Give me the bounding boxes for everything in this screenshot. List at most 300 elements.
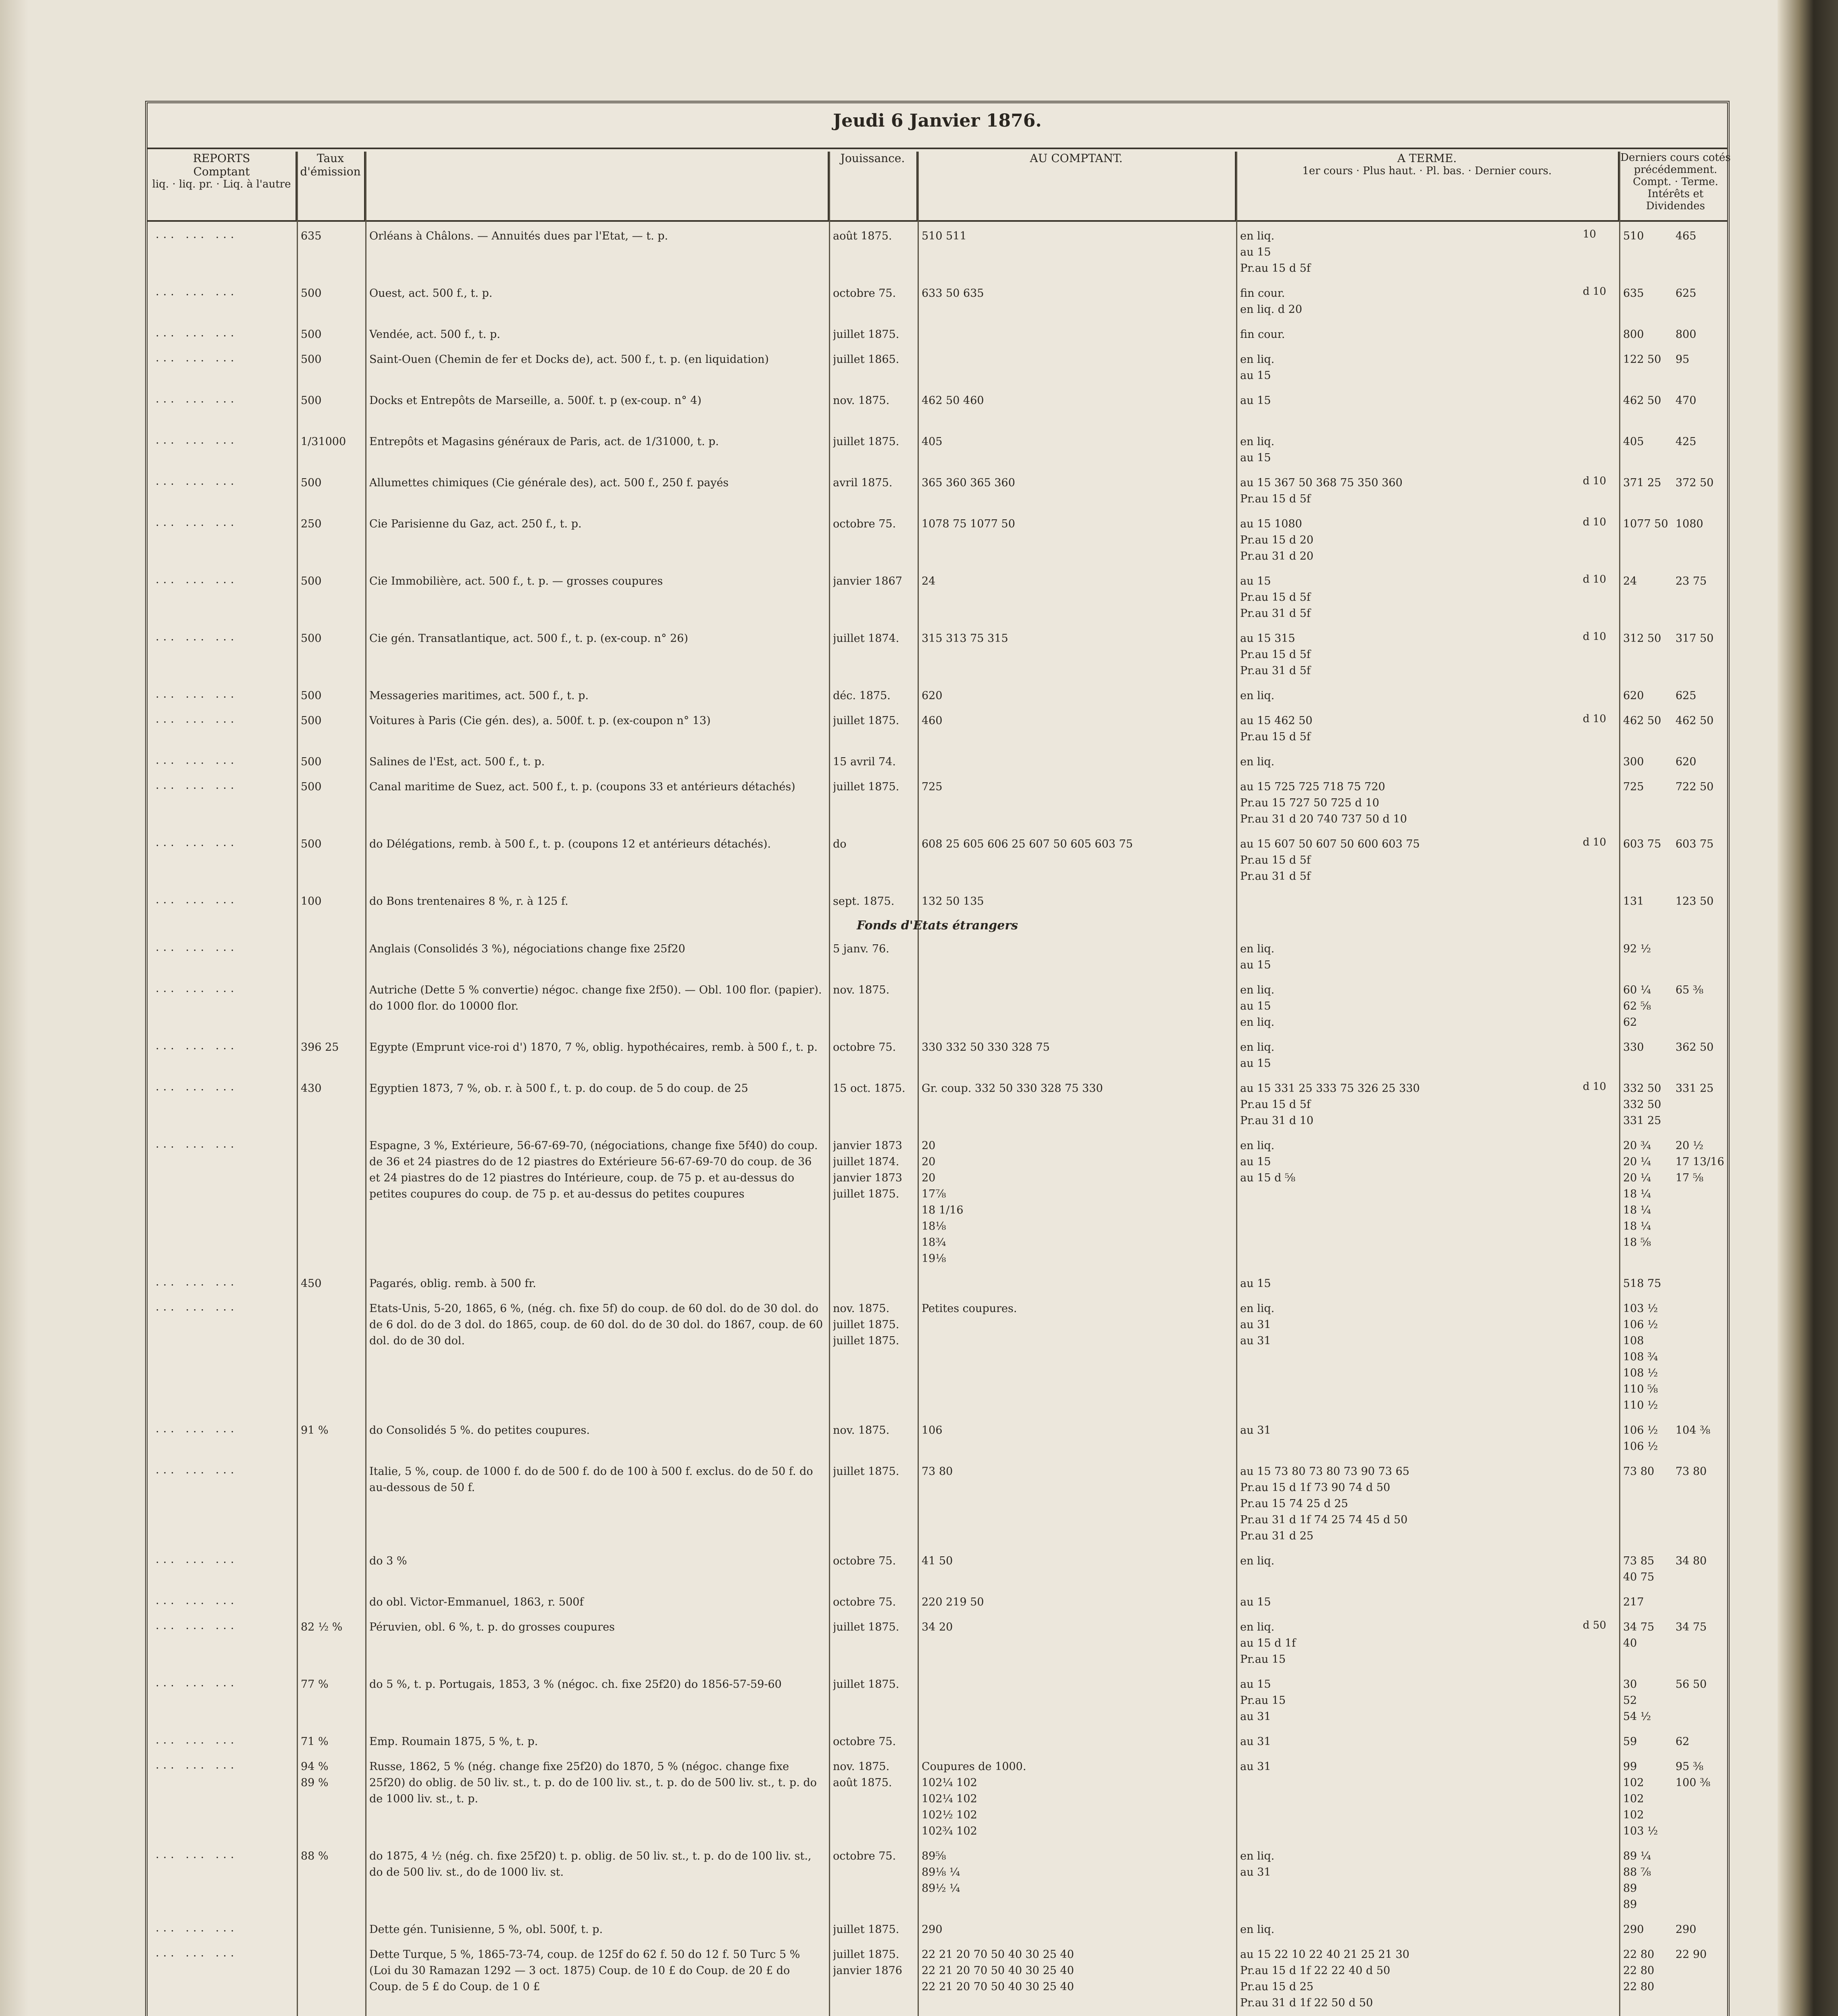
report-leader-dots: ... ... ... bbox=[156, 1677, 238, 1689]
jouissance-cell: nov. 1875. bbox=[833, 984, 890, 996]
terme-cell: au 15 607 50 607 50 600 603 75 Pr.au 15 d 5f Pr.au 31 d 5f bbox=[1240, 838, 1420, 883]
terme-cell: en liq. au 15 bbox=[1240, 353, 1275, 382]
taux-cell: 500 bbox=[301, 394, 322, 407]
terme-cell: en liq. au 15 bbox=[1240, 435, 1275, 464]
termecote-cell: 800 bbox=[1676, 328, 1696, 341]
comptant-label: Comptant bbox=[193, 165, 250, 178]
jouissance-cell: octobre 75. bbox=[833, 1596, 896, 1608]
compt-cell: 22 80 22 80 22 80 bbox=[1623, 1948, 1655, 1993]
security-name-cell: Egyptien 1873, 7 %, ob. r. à 500 f., t. p. do coup. de 5 do coup. de 25 bbox=[369, 1082, 748, 1095]
termecote-cell: 73 80 bbox=[1676, 1465, 1707, 1478]
taux-cell bbox=[301, 1138, 361, 1272]
terme-cell: au 15 73 80 73 80 73 90 73 65 Pr.au 15 d 1f 73 90 74 d 50 Pr.au 15 74 25 d 25 Pr.au 31 d 1f 74 25 74 45 d 50 Pr.au 31 d 25 bbox=[1240, 1465, 1409, 1542]
taux-cell bbox=[301, 1553, 361, 1591]
header-bottom-rule bbox=[148, 220, 1727, 222]
jouissance-cell: nov. 1875. bbox=[833, 1424, 890, 1437]
table-row bbox=[148, 573, 1727, 627]
terme-cell: en liq. au 15 bbox=[1240, 1041, 1275, 1070]
compt-cell: 510 bbox=[1623, 230, 1644, 242]
jouissance-cell: juillet 1875. janvier 1876 bbox=[833, 1948, 902, 1977]
termecote-cell: 620 bbox=[1676, 756, 1696, 768]
section-heading: Fonds d'Etats étrangers bbox=[856, 918, 1018, 933]
table-row bbox=[148, 393, 1727, 431]
compt-cell: 34 75 40 bbox=[1623, 1621, 1655, 1649]
table-row bbox=[148, 434, 1727, 472]
interets-label: Intérêts et Dividendes bbox=[1646, 188, 1705, 212]
security-name-cell: Italie, 5 %, coup. de 1000 f. do de 500 f. do de 100 à 500 f. exclus. do de 50 f. do au-dessous de 50 f. bbox=[369, 1465, 813, 1494]
liq-label: liq. bbox=[152, 178, 169, 190]
comptant-cell bbox=[922, 941, 1232, 979]
termecote-cell: 465 bbox=[1676, 230, 1696, 242]
jouissance-cell: juillet 1875. bbox=[833, 714, 899, 727]
compt-cell: 1077 50 bbox=[1623, 518, 1668, 530]
comptant-cell bbox=[922, 1276, 1232, 1297]
jouissance-cell: juillet 1875. bbox=[833, 435, 899, 448]
compt-cell: 330 bbox=[1623, 1041, 1644, 1054]
table-row bbox=[148, 1619, 1727, 1673]
termecote-cell: 603 75 bbox=[1676, 838, 1714, 850]
terme-cell: en liq. au 31 au 31 bbox=[1240, 1302, 1275, 1347]
table-row bbox=[148, 779, 1727, 833]
jouissance-cell bbox=[833, 1276, 914, 1297]
termecote-cell: 1080 bbox=[1676, 518, 1703, 530]
compt-cell: 518 75 bbox=[1623, 1277, 1661, 1290]
termecote-cell: 95 bbox=[1676, 353, 1690, 366]
comptant-cell: Coupures de 1000. 102¼ 102 102¼ 102 102½ 102 102¾ 102 bbox=[922, 1760, 1026, 1837]
termecote-cell: 470 bbox=[1676, 394, 1696, 407]
last-price-note: d 10 bbox=[1583, 631, 1606, 643]
termecote-cell: 104 ⅜ bbox=[1676, 1424, 1711, 1437]
taux-cell: 396 25 bbox=[301, 1041, 339, 1054]
security-name-cell: Salines de l'Est, act. 500 f., t. p. bbox=[369, 756, 545, 768]
report-leader-dots: ... ... ... bbox=[156, 1553, 238, 1566]
termecote-cell: 23 75 bbox=[1676, 575, 1707, 587]
report-leader-dots: ... ... ... bbox=[156, 285, 238, 298]
termecote-cell: 625 bbox=[1676, 689, 1696, 702]
security-name-cell: Docks et Entrepôts de Marseille, a. 500f. t. p (ex-coup. n° 4) bbox=[369, 394, 701, 407]
jouissance-cell: 15 avril 74. bbox=[833, 756, 896, 768]
terme-cell: en liq. au 15 d 1f Pr.au 15 bbox=[1240, 1621, 1296, 1666]
last-price-note: 10 bbox=[1583, 228, 1597, 240]
security-name-cell: do 5 %, t. p. Portugais, 1853, 3 % (négoc. ch. fixe 25f20) do 1856-57-59-60 bbox=[369, 1678, 782, 1691]
table-row bbox=[148, 1677, 1727, 1731]
taux-cell: 91 % bbox=[301, 1424, 329, 1437]
comptant-cell: Gr. coup. 332 50 330 328 75 330 bbox=[922, 1082, 1103, 1095]
compt-cell: 106 ½ 106 ½ bbox=[1623, 1424, 1658, 1453]
last-price-note: d 10 bbox=[1583, 516, 1606, 528]
terme-label: Terme. bbox=[1681, 176, 1718, 188]
terme-cell: au 15 Pr.au 15 d 5f Pr.au 31 d 5f bbox=[1240, 575, 1311, 620]
table-row bbox=[148, 516, 1727, 570]
report-leader-dots: ... ... ... bbox=[156, 1081, 238, 1093]
taux-cell: 500 bbox=[301, 756, 322, 768]
compt-cell: 59 bbox=[1623, 1735, 1637, 1748]
termecote-cell: 34 75 bbox=[1676, 1621, 1707, 1633]
security-name-cell: Cie gén. Transatlantique, act. 500 f., t. p. (ex-coup. n° 26) bbox=[369, 632, 688, 645]
taux-cell: 500 bbox=[301, 838, 322, 850]
reports-label: REPORTS bbox=[193, 152, 250, 165]
report-leader-dots: ... ... ... bbox=[156, 1922, 238, 1934]
table-row bbox=[148, 1081, 1727, 1135]
compt-cell: 217 bbox=[1623, 1596, 1644, 1608]
table-row bbox=[148, 1138, 1727, 1272]
termecote-cell bbox=[1676, 941, 1732, 979]
terme-cell: au 15 725 725 718 75 720 Pr.au 15 727 50 725 d 10 Pr.au 31 d 20 740 737 50 d 10 bbox=[1240, 781, 1407, 825]
taux-cell: 1/31000 bbox=[301, 435, 346, 448]
table-row bbox=[148, 893, 1727, 915]
reports-header bbox=[148, 152, 297, 220]
termecote-cell: 95 ⅜ 100 ⅜ bbox=[1676, 1760, 1711, 1789]
comptant-cell bbox=[922, 754, 1232, 776]
termecote-cell: 372 50 bbox=[1676, 477, 1714, 489]
security-name-cell: Péruvien, obl. 6 %, t. p. do grosses coupures bbox=[369, 1621, 615, 1633]
terme-cell: au 15 bbox=[1240, 394, 1271, 407]
table-row bbox=[148, 982, 1727, 1036]
compt-cell: 332 50 332 50 331 25 bbox=[1623, 1082, 1661, 1127]
security-name-cell: Russe, 1862, 5 % (nég. change fixe 25f20) do 1870, 5 % (négoc. change fixe 25f20) do oblig. de 50 liv. st., t. p. do de 100 liv. st., t. p. do de 500 liv. st., t. p. do de 1000 liv. st., t. p. bbox=[369, 1760, 817, 1805]
termecote-cell bbox=[1676, 1276, 1732, 1297]
jouissance-cell: janvier 1873 juillet 1874. janvier 1873 juillet 1875. bbox=[833, 1139, 902, 1200]
compt-cell: 99 102 102 102 103 ½ bbox=[1623, 1760, 1658, 1837]
report-leader-dots: ... ... ... bbox=[156, 516, 238, 529]
terme-cell: au 15 462 50 Pr.au 15 d 5f bbox=[1240, 714, 1313, 743]
stock-table-sheet bbox=[145, 101, 1730, 2016]
terme-subheads: 1er cours · Plus haut. · Pl. bas. · Dernier cours. bbox=[1302, 165, 1552, 177]
termecote-cell: 56 50 bbox=[1676, 1678, 1707, 1691]
liq-pr-label: liq. pr. bbox=[179, 178, 213, 190]
comptant-cell: 106 bbox=[922, 1424, 943, 1437]
reports-subheads: liq. · liq. pr. · Liq. à l'autre bbox=[152, 178, 291, 190]
jouissance-cell: avril 1875. bbox=[833, 477, 893, 489]
comptant-cell: 462 50 460 bbox=[922, 394, 984, 407]
termecote-cell: 722 50 bbox=[1676, 781, 1714, 793]
report-leader-dots: ... ... ... bbox=[156, 1138, 238, 1150]
terme-cell: en liq. au 15 en liq. bbox=[1240, 984, 1275, 1029]
table-row bbox=[148, 1848, 1727, 1918]
security-name-cell: Espagne, 3 %, Extérieure, 56-67-69-70, (négociations, change fixe 5f40) do coup. de 36 et 24 piastres do de 12 piastres do Extérieure 56-67-69-70 do coup. de 36 et 24 piastres do de 12 piastres do Intérieure, coup. de 75 p. et au-dessus do petites coupures do coup. de 75 p. et au-dessus do petites coupures bbox=[369, 1139, 818, 1200]
table-row bbox=[148, 754, 1727, 776]
taux-cell: 94 % 89 % bbox=[301, 1760, 329, 1789]
terme-cell: en liq. bbox=[1240, 1923, 1275, 1936]
compt-cell: 603 75 bbox=[1623, 838, 1661, 850]
comptant-cell: 725 bbox=[922, 781, 943, 793]
security-name-cell: Emp. Roumain 1875, 5 %, t. p. bbox=[369, 1735, 538, 1748]
termecote-cell: 331 25 bbox=[1676, 1082, 1714, 1095]
jouissance-cell: juillet 1865. bbox=[833, 353, 899, 366]
premier-cours-label: 1er cours bbox=[1302, 165, 1353, 177]
compt-cell: 20 ¾ 20 ¼ 20 ¼ 18 ¼ 18 ¼ 18 ¼ 18 ⅝ bbox=[1623, 1139, 1651, 1249]
security-name-cell: Ouest, act. 500 f., t. p. bbox=[369, 287, 493, 300]
comptant-cell: 220 219 50 bbox=[922, 1596, 984, 1608]
comptant-cell: 73 80 bbox=[922, 1465, 953, 1478]
compt-cell: 371 25 bbox=[1623, 477, 1661, 489]
security-name-cell: Canal maritime de Suez, act. 500 f., t. p. (coupons 33 et antérieurs détachés) bbox=[369, 781, 795, 793]
jouissance-cell: juillet 1875. bbox=[833, 781, 899, 793]
page-edge bbox=[1778, 0, 1838, 2016]
taux-cell: 100 bbox=[301, 895, 322, 908]
jouissance-cell: nov. 1875. août 1875. bbox=[833, 1760, 892, 1789]
security-name-cell: Vendée, act. 500 f., t. p. bbox=[369, 328, 500, 341]
jouissance-cell: juillet 1875. bbox=[833, 1923, 899, 1936]
termecote-cell bbox=[1676, 1301, 1732, 1419]
report-leader-dots: ... ... ... bbox=[156, 688, 238, 700]
terme-cell: en liq. bbox=[1240, 689, 1275, 702]
table-row bbox=[148, 475, 1727, 513]
jouissance-cell: octobre 75. bbox=[833, 1735, 896, 1748]
comptant-cell: 34 20 bbox=[922, 1621, 953, 1633]
compt-cell: 131 bbox=[1623, 895, 1644, 908]
terme-cell: au 15 22 10 22 40 21 25 21 30 Pr.au 15 d 1f 22 22 40 d 50 Pr.au 15 d 25 Pr.au 31 d 1f 22 50 d 50 bbox=[1240, 1948, 1409, 2009]
termecote-cell: 62 bbox=[1676, 1735, 1690, 1748]
table-row bbox=[148, 1922, 1727, 1943]
comptant-header: AU COMPTANT. bbox=[918, 152, 1236, 220]
terme-cell: au 31 bbox=[1240, 1735, 1271, 1748]
comptant-cell: 22 21 20 70 50 40 30 25 40 22 21 20 70 50 40 30 25 40 22 21 20 70 50 40 30 25 40 bbox=[922, 1948, 1074, 1993]
report-leader-dots: ... ... ... bbox=[156, 1594, 238, 1607]
report-leader-dots: ... ... ... bbox=[156, 228, 238, 241]
terme-cell: au 15 331 25 333 75 326 25 330 Pr.au 15 d 5f Pr.au 31 d 10 bbox=[1240, 1082, 1420, 1127]
table-row bbox=[148, 1301, 1727, 1419]
compt-cell: 89 ¼ 88 ⅞ 89 89 bbox=[1623, 1850, 1651, 1911]
comptant-cell bbox=[922, 1734, 1232, 1756]
compt-cell: 635 bbox=[1623, 287, 1644, 300]
terme-cell: en liq. au 15 bbox=[1240, 943, 1275, 971]
jouissance-cell: juillet 1875. bbox=[833, 328, 899, 341]
security-name-cell: Pagarés, oblig. remb. à 500 fr. bbox=[369, 1277, 536, 1290]
compt-cell: 24 bbox=[1623, 575, 1637, 587]
security-name-cell: Saint-Ouen (Chemin de fer et Docks de), act. 500 f., t. p. (en liquidation) bbox=[369, 353, 769, 366]
report-leader-dots: ... ... ... bbox=[156, 475, 238, 487]
report-leader-dots: ... ... ... bbox=[156, 1947, 238, 1959]
comptant-cell: 315 313 75 315 bbox=[922, 632, 1008, 645]
report-leader-dots: ... ... ... bbox=[156, 1039, 238, 1052]
compt-cell: 60 ¼ 62 ⅝ 62 bbox=[1623, 984, 1651, 1029]
report-leader-dots: ... ... ... bbox=[156, 434, 238, 446]
jouissance-cell: do bbox=[833, 838, 847, 850]
liq-a-lautre-label: Liq. à l'autre bbox=[223, 178, 291, 190]
last-price-note: d 10 bbox=[1583, 713, 1606, 725]
cotes-subheads: Compt. · Terme. bbox=[1633, 176, 1718, 188]
compt-cell: 300 bbox=[1623, 756, 1644, 768]
taux-cell bbox=[301, 1922, 361, 1943]
termecote-cell bbox=[1676, 1848, 1732, 1918]
termecote-cell: 362 50 bbox=[1676, 1041, 1714, 1054]
report-leader-dots: ... ... ... bbox=[156, 1422, 238, 1435]
comptant-cell: 365 360 365 360 bbox=[922, 477, 1015, 489]
report-leader-dots: ... ... ... bbox=[156, 1464, 238, 1476]
report-leader-dots: ... ... ... bbox=[156, 1276, 238, 1288]
table-row bbox=[148, 1594, 1727, 1616]
compt-cell: 312 50 bbox=[1623, 632, 1661, 645]
report-leader-dots: ... ... ... bbox=[156, 1619, 238, 1632]
report-leader-dots: ... ... ... bbox=[156, 573, 238, 586]
table-row bbox=[148, 688, 1727, 710]
termecote-cell: 65 ⅜ bbox=[1676, 984, 1704, 996]
comptant-cell bbox=[922, 352, 1232, 389]
comptant-cell: 132 50 135 bbox=[922, 895, 984, 908]
security-name-cell: Entrepôts et Magasins généraux de Paris, act. de 1/31000, t. p. bbox=[369, 435, 719, 448]
taux-cell: 500 bbox=[301, 781, 322, 793]
taux-cell: 430 bbox=[301, 1082, 322, 1095]
table-row bbox=[148, 352, 1727, 389]
jouissance-header: Jouissance. bbox=[829, 152, 918, 220]
taux-cell: 635 bbox=[301, 230, 322, 242]
jouissance-cell: nov. 1875. bbox=[833, 394, 890, 407]
termecote-cell: 123 50 bbox=[1676, 895, 1714, 908]
comptant-cell: 89⅝ 89⅛ ¼ 89½ ¼ bbox=[922, 1850, 960, 1895]
taux-cell: 450 bbox=[301, 1277, 322, 1290]
compt-cell: 725 bbox=[1623, 781, 1644, 793]
dernier-cours-label: Dernier cours. bbox=[1474, 165, 1552, 177]
comptant-cell: Petites coupures. bbox=[922, 1302, 1017, 1315]
binding-spine bbox=[0, 0, 28, 2016]
security-name-cell: Dette Turque, 5 %, 1865-73-74, coup. de 125f do 62 f. 50 do 12 f. 50 Turc 5 % (Loi du 30 Ramazan 1292 — 3 oct. 1875) Coup. de 10 £ do Coup. de 20 £ do Coup. de 5 £ do Coup. de 1 0 £ bbox=[369, 1948, 800, 1993]
table-row bbox=[148, 1422, 1727, 1460]
taux-cell: 82 ½ % bbox=[301, 1621, 343, 1633]
header-top-rule bbox=[148, 148, 1727, 149]
comptant-cell: 510 511 bbox=[922, 230, 967, 242]
table-row bbox=[148, 1759, 1727, 1845]
compt-cell: 462 50 bbox=[1623, 394, 1661, 407]
report-leader-dots: ... ... ... bbox=[156, 941, 238, 954]
report-leader-dots: ... ... ... bbox=[156, 713, 238, 725]
compt-cell: 290 bbox=[1623, 1923, 1644, 1936]
comptant-cell: 24 bbox=[922, 575, 936, 587]
compt-cell: 122 50 bbox=[1623, 353, 1661, 366]
security-name-cell: Messageries maritimes, act. 500 f., t. p. bbox=[369, 689, 589, 702]
security-name-cell: Cie Parisienne du Gaz, act. 250 f., t. p. bbox=[369, 518, 582, 530]
terme-cell: fin cour. en liq. d 20 bbox=[1240, 287, 1302, 316]
comptant-cell: 460 bbox=[922, 714, 943, 727]
compt-cell: 103 ½ 106 ½ 108 108 ¾ 108 ½ 110 ⅝ 110 ½ bbox=[1623, 1302, 1658, 1412]
table-row bbox=[148, 1464, 1727, 1550]
termecote-cell bbox=[1676, 1594, 1732, 1616]
taux-cell: 500 bbox=[301, 287, 322, 300]
table-row bbox=[148, 228, 1727, 282]
last-price-note: d 10 bbox=[1583, 475, 1606, 487]
taux-cell bbox=[301, 1947, 361, 2016]
jouissance-cell: juillet 1875. bbox=[833, 1678, 899, 1691]
jouissance-cell: octobre 75. bbox=[833, 287, 896, 300]
comptant-cell: 608 25 605 606 25 607 50 605 603 75 bbox=[922, 838, 1133, 850]
report-leader-dots: ... ... ... bbox=[156, 1301, 238, 1313]
termecote-cell: 22 90 bbox=[1676, 1948, 1707, 1961]
jouissance-cell: octobre 75. bbox=[833, 518, 896, 530]
report-leader-dots: ... ... ... bbox=[156, 893, 238, 906]
jouissance-cell: juillet 1875. bbox=[833, 1621, 899, 1633]
taux-cell: 500 bbox=[301, 328, 322, 341]
jouissance-cell: 5 janv. 76. bbox=[833, 943, 889, 955]
table-row bbox=[148, 327, 1727, 348]
derniers-cours-label: Derniers cours cotés précédemment. bbox=[1620, 152, 1731, 176]
table-row bbox=[148, 1553, 1727, 1591]
report-leader-dots: ... ... ... bbox=[156, 327, 238, 339]
report-leader-dots: ... ... ... bbox=[156, 836, 238, 849]
terme-cell: en liq. au 31 bbox=[1240, 1850, 1275, 1879]
name-header bbox=[365, 152, 829, 220]
terme-cell: en liq. au 15 Pr.au 15 d 5f bbox=[1240, 230, 1311, 275]
terme-header bbox=[1236, 152, 1619, 220]
terme-cell: au 15 367 50 368 75 350 360 Pr.au 15 d 5f bbox=[1240, 477, 1403, 505]
security-name-cell: do 1875, 4 ½ (nég. ch. fixe 25f20) t. p. oblig. de 50 liv. st., t. p. do de 100 liv. st., do de 500 liv. st., do de 1000 liv. st. bbox=[369, 1850, 812, 1879]
security-name-cell: do Bons trentenaires 8 %, r. à 125 f. bbox=[369, 895, 568, 908]
compt-cell: 800 bbox=[1623, 328, 1644, 341]
report-leader-dots: ... ... ... bbox=[156, 982, 238, 995]
table-row bbox=[148, 285, 1727, 323]
security-name-cell: Dette gén. Tunisienne, 5 %, obl. 500f, t. p. bbox=[369, 1923, 603, 1936]
taux-cell: 71 % bbox=[301, 1735, 329, 1748]
security-name-cell: do 3 % bbox=[369, 1555, 407, 1567]
table-row bbox=[148, 631, 1727, 685]
taux-cell bbox=[301, 1594, 361, 1616]
security-name-cell: do Délégations, remb. à 500 f., t. p. (coupons 12 et antérieurs détachés). bbox=[369, 838, 771, 850]
terme-cell: au 15 bbox=[1240, 1277, 1271, 1290]
compt-label: Compt. bbox=[1633, 176, 1671, 188]
page-date: Jeudi 6 Janvier 1876. bbox=[833, 110, 1042, 131]
comptant-cell: 41 50 bbox=[922, 1555, 953, 1567]
security-name-cell: Anglais (Consolidés 3 %), négociations change fixe 25f20 bbox=[369, 943, 685, 955]
taux-cell: 500 bbox=[301, 689, 322, 702]
compt-cell: 73 85 40 75 bbox=[1623, 1555, 1655, 1583]
comptant-cell: 405 bbox=[922, 435, 943, 448]
table-row bbox=[148, 941, 1727, 979]
cotes-header bbox=[1619, 152, 1732, 220]
terme-cell: en liq. bbox=[1240, 1555, 1275, 1567]
security-name-cell: do Consolidés 5 %. do petites coupures. bbox=[369, 1424, 590, 1437]
taux-cell: 500 bbox=[301, 575, 322, 587]
taux-cell: 500 bbox=[301, 477, 322, 489]
terme-cell: au 15 1080 Pr.au 15 d 20 Pr.au 31 d 20 bbox=[1240, 518, 1313, 562]
last-price-note: d 10 bbox=[1583, 573, 1606, 585]
last-price-note: d 10 bbox=[1583, 285, 1606, 298]
terme-cell: au 15 bbox=[1240, 1596, 1271, 1608]
comptant-cell: 20 20 20 17⅞ 18 1/16 18⅛ 18¾ 19⅛ bbox=[922, 1139, 964, 1265]
report-leader-dots: ... ... ... bbox=[156, 754, 238, 766]
security-name-cell: Orléans à Châlons. — Annuités dues par l'Etat, — t. p. bbox=[369, 230, 668, 242]
taux-cell: 250 bbox=[301, 518, 322, 530]
compt-cell: 405 bbox=[1623, 435, 1644, 448]
taux-cell: 77 % bbox=[301, 1678, 329, 1691]
terme-cell: en liq. au 15 au 15 d ⅝ bbox=[1240, 1139, 1296, 1184]
jouissance-cell: juillet 1874. bbox=[833, 632, 899, 645]
table-row bbox=[148, 1039, 1727, 1077]
last-price-note: d 10 bbox=[1583, 1081, 1606, 1093]
termecote-cell: 317 50 bbox=[1676, 632, 1714, 645]
report-leader-dots: ... ... ... bbox=[156, 1734, 238, 1746]
pl-bas-label: Pl. bas. bbox=[1426, 165, 1465, 177]
jouissance-cell: octobre 75. bbox=[833, 1041, 896, 1054]
table-row bbox=[148, 713, 1727, 751]
jouissance-cell: janvier 1867 bbox=[833, 575, 902, 587]
jouissance-cell: nov. 1875. juillet 1875. juillet 1875. bbox=[833, 1302, 899, 1347]
taux-cell: 500 bbox=[301, 632, 322, 645]
comptant-cell: 1078 75 1077 50 bbox=[922, 518, 1015, 530]
taux-cell bbox=[301, 941, 361, 979]
taux-cell bbox=[301, 1301, 361, 1419]
comptant-cell bbox=[922, 327, 1232, 348]
terme-cell: en liq. bbox=[1240, 756, 1275, 768]
comptant-cell: 633 50 635 bbox=[922, 287, 984, 300]
taux-cell bbox=[301, 982, 361, 1036]
taux-cell: 500 bbox=[301, 353, 322, 366]
termecote-cell: 462 50 bbox=[1676, 714, 1714, 727]
terme-cell: fin cour. bbox=[1240, 328, 1285, 341]
report-leader-dots: ... ... ... bbox=[156, 393, 238, 405]
security-name-cell: Etats-Unis, 5-20, 1865, 6 %, (nég. ch. fixe 5f) do coup. de 60 dol. do de 30 dol. do de 6 dol. do de 3 dol. do 1865, coup. de 60 dol. do de 30 dol. do 1867, coup. de 60 dol. do de 30 dol. bbox=[369, 1302, 823, 1347]
report-leader-dots: ... ... ... bbox=[156, 1759, 238, 1771]
report-leader-dots: ... ... ... bbox=[156, 779, 238, 791]
compt-cell: 92 ½ bbox=[1623, 943, 1651, 955]
